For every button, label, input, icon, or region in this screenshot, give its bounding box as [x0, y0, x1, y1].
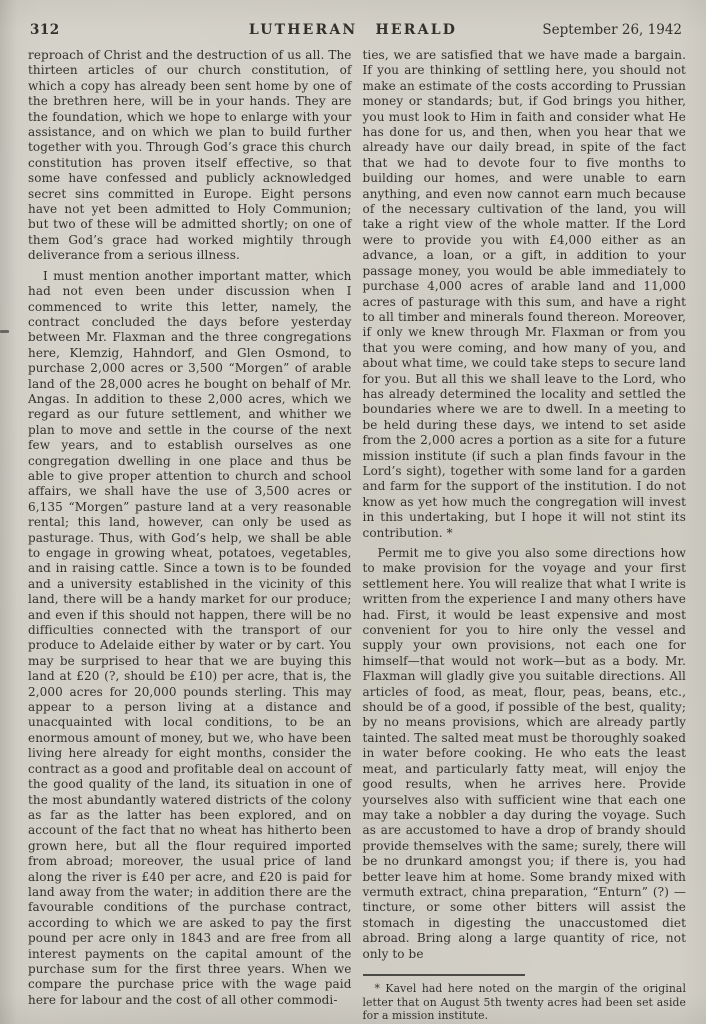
left-paragraph-continuation: reproach of Christ and the destruction of us all. The thirteen articles of our church constitution, of which a copy has already been sent home by one of the brethren here, will be in your hands. They are the foundation, which we hope to enlarge with your assistance, and on which we plan to build further together with you. Through God’s grace this church constitution has proven itself effective, so that some have confessed and publicly acknowledged secret sins committed in Europe. Eight persons have not yet been admitted to Holy Communion; but two of these will be admitted shortly; on one of them God’s grace had worked mightily through deliverance from a serious illness. — [28, 48, 352, 263]
left-paragraph-contract: I must mention another important matter, which had not even been under discussion when I commenced to write this letter, namely, the contract concluded the days before yesterday between Mr. Flaxman and the three congregations here, Klemzig, Hahndorf, and Glen Osmond, to purchase 2,000 acres or 3,500 “Morgen” of arable land of the 28,000 acres he bought on behalf of Mr. Angas. In addition to these 2,000 acres, which we regard as our future settlement, and whither we plan to move and settle in the course of the next few years, and to establish ourselves as one congregation dwelling in one place and thus be able to give proper attention to church and school affairs, we shall have the use of 3,500 acres or 6,135 “Morgen” pasture land at a very reasonable rental; this land, however, can only be used as pasturage. Thus, with God’s help, we shall be able to engage in growing wheat, potatoes, vegetables, and in raising cattle. Since a town is to be founded and a university established in the vicinity of this land, there will be a handy market for our produce; and even if this should not happen, there will be no difficulties connected with the transport of our produce to Adelaide either by water or by cart. You may be surprised to hear that we are buying this land at £20 (?, should be £10) per acre, that is, the 2,000 acres for 20,000 pounds sterling. This may appear to a person living at a distance and unacquainted with local conditions, to be an enormous amount of money, but we, who have been living here already for eight months, consider the contract as a good and profitable deal on account of the good quality of the land, its situation in one of the most abundantly watered districts of the colony as far as the latter has been explored, and on account of the fact that no wheat has hitherto been grown here, but all the flour required imported from abroad; moreover, the usual price of land along the river is £40 per acre, and £20 is paid for land away from the water; in addition there are the favourable conditions of the purchase contract, according to which we are asked to pay the first pound per acre only in 1843 and are free from all interest payments on the capital amount of the purchase sum for the first three years. When we compare the purchase price with the wage paid here for labour and the cost of all other commodi- — [28, 268, 352, 1007]
footnote — [363, 974, 687, 1023]
left-column — [28, 48, 352, 1023]
page-number: 312 — [30, 22, 60, 38]
issue-date: September 26, 1942 — [542, 22, 682, 38]
footnote-rule — [363, 974, 525, 976]
masthead — [0, 0, 706, 42]
text-columns — [0, 42, 706, 1023]
right-column — [363, 48, 687, 1023]
footnote-text: * Kavel had here noted on the margin of the original letter that on August 5th twenty acres had been set aside for a mission institute. — [362, 981, 686, 1023]
scan-edge-artifact — [0, 330, 9, 333]
right-paragraph-continuation: ties, we are satisfied that we have made a bargain. If you are thinking of settling here, you should not make an estimate of the costs according to Prussian money or standards; but, if God brings you hither, you must look to Him in faith and consider what He has done for us, and then, when you hear that we already have our daily bread, in spite of the fact that we had to devote four to five months to building our homes, and were unable to earn anything, and even now cannot earn much because of the necessary cultivation of the land, you will take a right view of the whole matter. If the Lord were to provide you with £4,000 either as an advance, a loan, or a gift, in addition to your passage money, you would be able immediately to purchase 4,000 acres of arable land and 11,000 acres of pasturage with this sum, and have a right to all timber and minerals found thereon. Moreover, if only we knew through Mr. Flaxman or from you that you were coming, and how many of you, and about what time, we could take steps to secure land for you. But all this we shall leave to the Lord, who has already determined the locality and settled the boundaries where we are to dwell. In a meeting to be held during these days, we intend to set aside from the 2,000 acres a portion as a site for a future mission institute (if such a plan finds favour in the Lord’s sight), together with some land for a garden and farm for the support of the institution. I do not know as yet how much the congregation will invest in this undertaking, but I hope it will not stint its contribution. * — [362, 48, 686, 540]
publication-title: LUTHERAN HERALD — [248, 22, 458, 38]
right-paragraph-voyage-directions: Permit me to give you also some directions how to make provision for the voyage and your first settlement here. You will realize that what I write is written from the experience I and many others have had. First, it would be least expensive and most convenient for you to hire only the vessel and supply your own provisions, not each one for himself—that would not work—but as a body. Mr. Flaxman will gladly give you suitable directions. All articles of food, as meat, flour, peas, beans, etc., should be of a good, if possible of the best, quality; by no means provisions, which are already partly tainted. The salted meat must be thoroughly soaked in water before cooking. He who eats the least meat, and particularly fatty meat, will enjoy the good results, when he arrives here. Provide yourselves also with sufficient wine that each one may take a nobbler a day during the voyage. Such as are accustomed to have a drop of brandy should provide themselves with the same; surely, there will be no drunkard amongst you; if there is, you had better leave him at home. Some brandy mixed with vermuth extract, china preparation, “Enturn” (?) —tincture, or some other bitters will assist the stomach in digesting the unaccustomed diet abroad. Bring along a large quantity of rice, not only to be — [362, 546, 686, 961]
